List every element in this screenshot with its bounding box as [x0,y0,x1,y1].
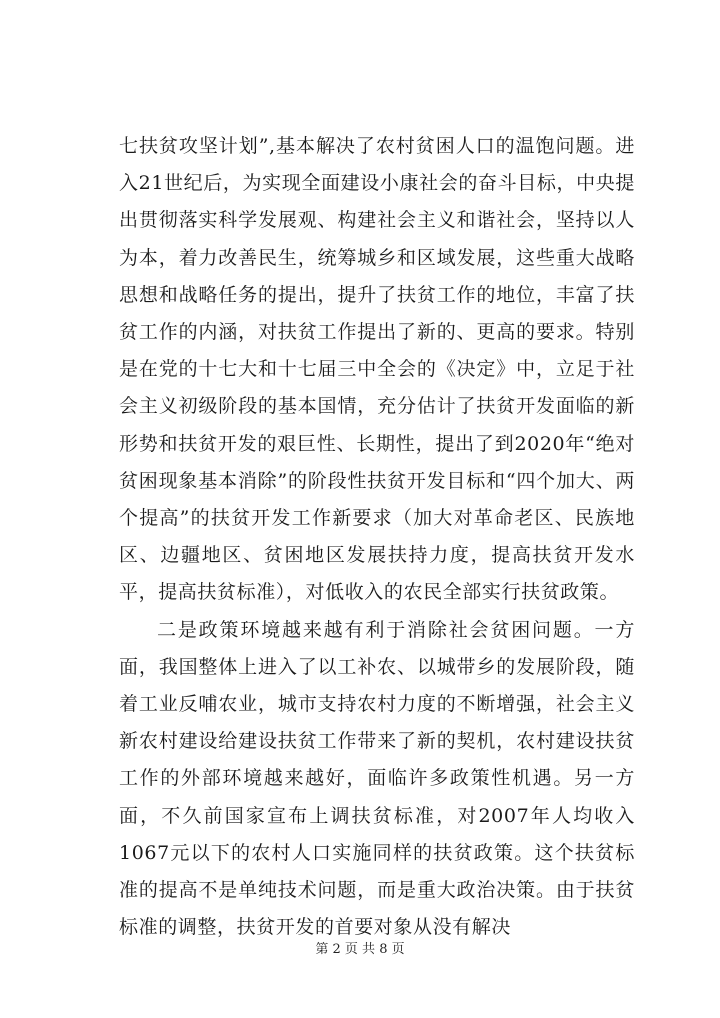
paragraph-continuation: 七扶贫攻坚计划”,基本解决了农村贫困人口的温饱问题。进入21世纪后，为实现全面建设小康社会的奋斗目标，中央提出贯彻落实科学发展观、构建社会主义和谐社会，坚持以人为本，着力改善民生，统筹城乡和区域发展，这些重大战略思想和战略任务的提出，提升了扶贫工作的地位，丰富了扶贫工作的内涵，对扶贫工作提出了新的、更高的要求。特别是在党的十七大和十七届三中全会的《决定》中，立足于社会主义初级阶段的基本国情，充分估计了扶贫开发面临的新形势和扶贫开发的艰巨性、长期性，提出了到2020年“绝对贫困现象基本消除”的阶段性扶贫开发目标和“四个加大、两个提高”的扶贫开发工作新要求（加大对革命老区、民族地区、边疆地区、贫困地区发展扶持力度，提高扶贫开发水平，提高扶贫标准），对低收入的农民全部实行扶贫政策。 [119,135,635,604]
page-number-footer: 第 2 页 共 8 页 [315,942,405,957]
document-body [119,128,635,946]
paragraph-policy-environment: 二是政策环境越来越有利于消除社会贫困问题。一方面，我国整体上进入了以工补农、以城带乡的发展阶段，随着工业反哺农业，城市支持农村力度的不断增强，社会主义新农村建设给建设扶贫工作带来了新的契机，农村建设扶贫工作的外部环境越来越好，面临许多政策性机遇。另一方面，不久前国家宣布上调扶贫标准，对2007年人均收入1067元以下的农村人口实施同样的扶贫政策。这个扶贫标准的提高不是单纯技术问题，而是重大政治决策。由于扶贫标准的调整，扶贫开发的首要对象从没有解决 [119,618,635,939]
